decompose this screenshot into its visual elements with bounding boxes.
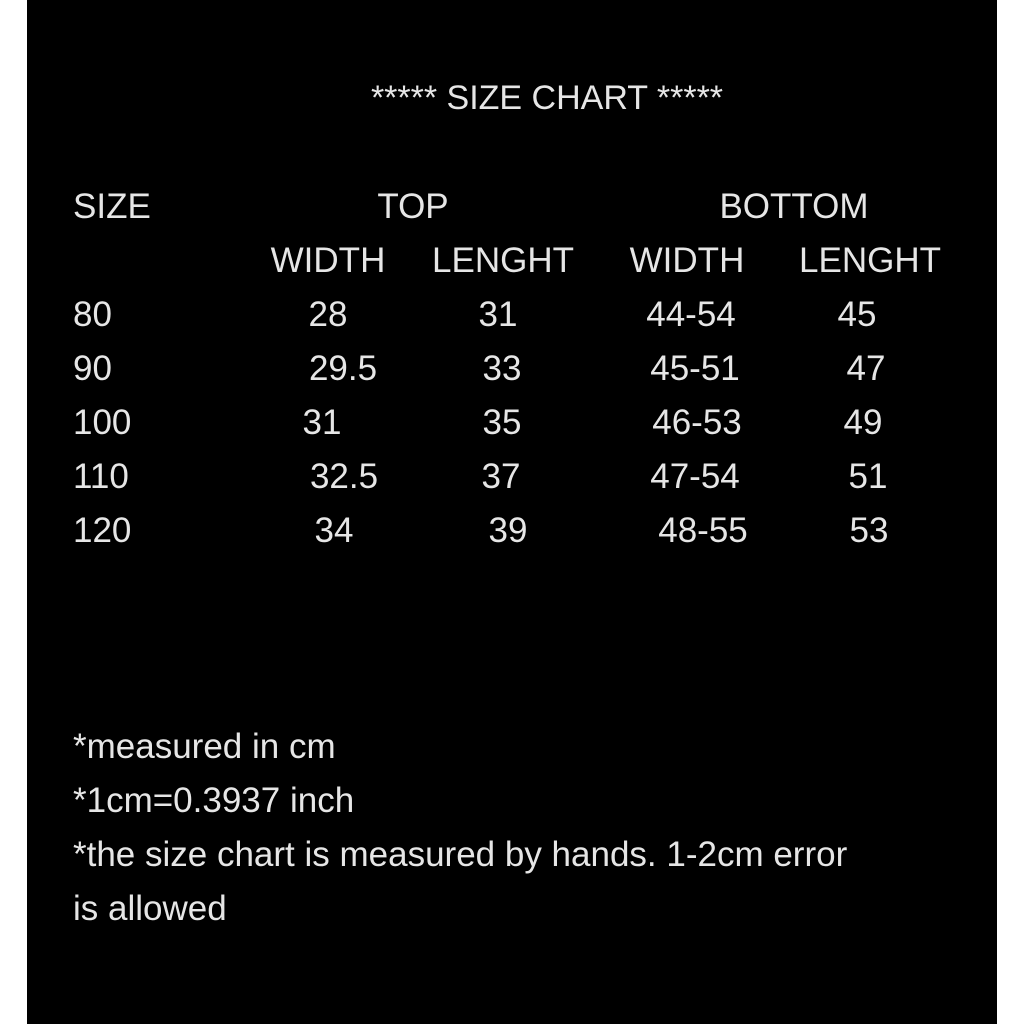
subheader-top-width: WIDTH bbox=[270, 241, 386, 280]
row-top-width: 29.5 bbox=[308, 349, 378, 388]
row-size: 110 bbox=[73, 457, 129, 496]
row-size: 80 bbox=[73, 295, 112, 334]
size-chart-panel bbox=[27, 0, 997, 1024]
row-bottom-width: 45-51 bbox=[650, 349, 740, 388]
row-top-length: 35 bbox=[482, 403, 522, 442]
chart-title: ***** SIZE CHART ***** bbox=[370, 79, 724, 117]
note-measurement: *the size chart is measured by hands. 1-2cm error bbox=[73, 835, 848, 874]
row-size: 90 bbox=[73, 349, 112, 388]
row-bottom-width: 46-53 bbox=[652, 403, 742, 442]
header-bottom: BOTTOM bbox=[719, 187, 869, 226]
row-bottom-length: 53 bbox=[849, 511, 889, 550]
row-top-length: 31 bbox=[478, 295, 518, 334]
row-top-length: 39 bbox=[488, 511, 528, 550]
note-error-allowed: is allowed bbox=[73, 889, 227, 928]
note-units: *measured in cm bbox=[73, 727, 336, 766]
subheader-top-length: LENGHT bbox=[432, 241, 574, 280]
row-bottom-width: 47-54 bbox=[650, 457, 740, 496]
row-size: 100 bbox=[73, 403, 132, 442]
row-size: 120 bbox=[73, 511, 132, 550]
subheader-bottom-length: LENGHT bbox=[799, 241, 941, 280]
row-top-width: 31 bbox=[302, 403, 342, 442]
row-top-width: 34 bbox=[314, 511, 354, 550]
subheader-bottom-width: WIDTH bbox=[629, 241, 745, 280]
row-bottom-width: 48-55 bbox=[658, 511, 748, 550]
row-bottom-length: 47 bbox=[846, 349, 886, 388]
row-top-width: 28 bbox=[308, 295, 348, 334]
row-top-length: 37 bbox=[481, 457, 521, 496]
row-bottom-length: 51 bbox=[848, 457, 888, 496]
header-size: SIZE bbox=[73, 187, 151, 226]
row-bottom-length: 45 bbox=[837, 295, 877, 334]
row-bottom-width: 44-54 bbox=[646, 295, 736, 334]
row-bottom-length: 49 bbox=[843, 403, 883, 442]
row-top-length: 33 bbox=[482, 349, 522, 388]
row-top-width: 32.5 bbox=[309, 457, 379, 496]
note-conversion: *1cm=0.3937 inch bbox=[73, 781, 355, 820]
header-top: TOP bbox=[377, 187, 449, 226]
